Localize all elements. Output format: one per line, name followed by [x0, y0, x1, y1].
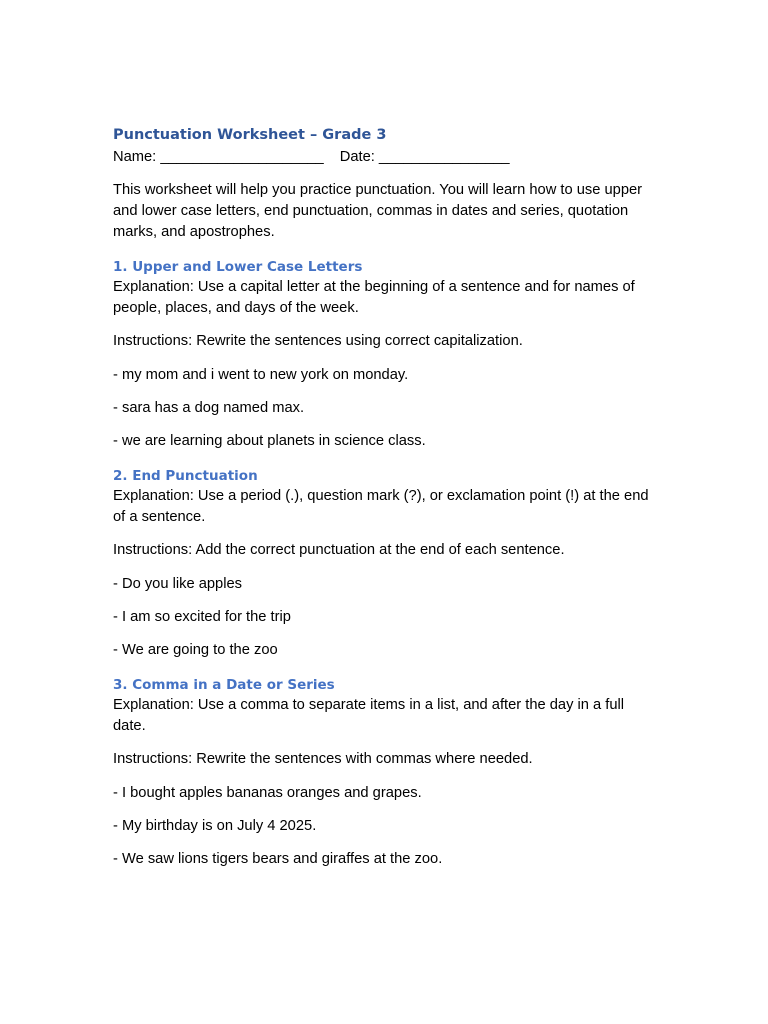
- exercise-item: - We are going to the zoo: [113, 642, 278, 658]
- name-date-line: [113, 147, 658, 168]
- date-field-label: Date: ________________: [339, 149, 510, 165]
- exercise-item: - we are learning about planets in science class.: [113, 433, 426, 449]
- section-explanation: Explanation: Use a capital letter at the beginning of a sentence and for names of people, places, and days of the week.: [113, 279, 635, 316]
- worksheet-page: [113, 124, 658, 870]
- exercise-item: - my mom and i went to new york on monday.: [113, 367, 409, 383]
- name-field-label: Name: ____________________: [113, 149, 324, 165]
- section-heading: 3. Comma in a Date or Series: [113, 677, 335, 693]
- page-title: Punctuation Worksheet – Grade 3: [113, 127, 387, 143]
- section-instructions: Instructions: Add the correct punctuation at the end of each sentence.: [113, 542, 565, 558]
- section-heading: 2. End Punctuation: [113, 468, 258, 484]
- intro-paragraph: This worksheet will help you practice punctuation. You will learn how to use upper and lower case letters, end punctuation, commas in dates and series, quotation marks, and apostrophes.: [113, 182, 643, 240]
- section-heading: 1. Upper and Lower Case Letters: [113, 259, 363, 275]
- section-explanation: Explanation: Use a period (.), question mark (?), or exclamation point (!) at the end of a sentence.: [113, 488, 649, 525]
- section-explanation: Explanation: Use a comma to separate items in a list, and after the day in a full date.: [113, 697, 625, 734]
- exercise-item: - We saw lions tigers bears and giraffes at the zoo.: [113, 851, 443, 867]
- section-instructions: Instructions: Rewrite the sentences using correct capitalization.: [113, 333, 523, 349]
- section-instructions: Instructions: Rewrite the sentences with commas where needed.: [113, 751, 533, 767]
- exercise-item: - Do you like apples: [113, 576, 242, 592]
- exercise-item: - My birthday is on July 4 2025.: [113, 818, 317, 834]
- exercise-item: - sara has a dog named max.: [113, 400, 305, 416]
- exercise-item: - I am so excited for the trip: [113, 609, 291, 625]
- exercise-item: - I bought apples bananas oranges and grapes.: [113, 785, 422, 801]
